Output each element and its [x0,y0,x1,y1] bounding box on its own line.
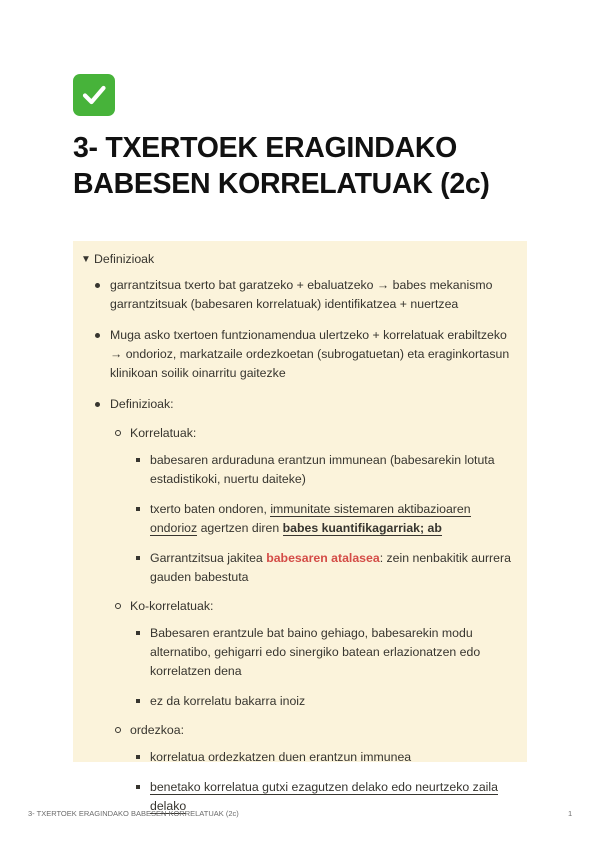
toggle-label: Definizioak [94,252,155,266]
list-item: Muga asko txertoen funtzionamendua ulertzeko + korrelatuak erabiltzeko → ondorioz, markatzaile ordezkoetan (subrogatuetan) eta eraginkortasun klinikoan soilik oinarritu gaitezke [110,326,521,383]
list-item [150,549,521,587]
check-mark-button-icon [73,74,115,116]
underlined-text: benetako korrelatua gutxi ezagutzen delako edo neurtzeko zaila delako [150,780,498,813]
list-item-label: Ko-korrelatuak: [130,599,214,613]
page-number: 1 [568,809,573,818]
highlighted-text: babesaren atalasea [266,551,380,565]
text-segment: Garrantzitsua jakitea [150,551,267,565]
footer-title: 3- TXERTOEK ERAGINDAKO BABESEN KORRELATUAK (2c) [28,809,239,818]
list-item [150,500,521,538]
list-item-label: Definizioak: [110,397,174,411]
list-item-ordezkoa [130,721,521,816]
list-item-korrelatuak [130,424,521,587]
caret-down-icon[interactable]: ▼ [81,254,91,265]
list-item: ez da korrelatu bakarra inoiz [150,692,521,711]
list-item: Babesaren erantzule bat baino gehiago, babesarekin modu alternatibo, gehigarri edo sinergiko batean erlazionatzen edo korrelatzen dena [150,624,521,681]
underlined-text: immunitate sistemaren aktibazioaren ondorioz [150,502,471,535]
list-item: babesaren arduraduna erantzun immunean (babesarekin lotuta estadistikoki, nuertu daiteke) [150,451,521,489]
sub-sub-list [130,624,521,711]
text-segment: agertzen diren [197,521,283,535]
list-item-label: Korrelatuak: [130,426,197,440]
list-item-kokorrelatuak [130,597,521,711]
sub-sub-list [130,748,521,816]
text-segment: txerto baten ondoren, [150,502,271,516]
sub-sub-list [130,451,521,587]
bold-underlined-text: babes kuantifikagarriak; ab [282,521,442,535]
list-item: garrantzitsua txerto bat garatzeko + ebaluatzeko → babes mekanismo garrantzitsuak (babesaren korrelatuak) identifikatzea + nuertzea [110,276,521,314]
list-item: korrelatua ordezkatzen duen erantzun immunea [150,748,521,767]
list-item-label: ordezkoa: [130,723,185,737]
bullet-list [81,276,521,816]
list-item [110,395,521,816]
definizioak-toggle-block [73,241,527,813]
sub-list [110,424,521,816]
toggle-header[interactable] [81,250,521,269]
page-title: 3- TXERTOEK ERAGINDAKO BABESEN KORRELATUAK (2c) [73,132,490,200]
text-segment: : zein nenbakitik aurrera gauden babestuta [150,551,511,584]
